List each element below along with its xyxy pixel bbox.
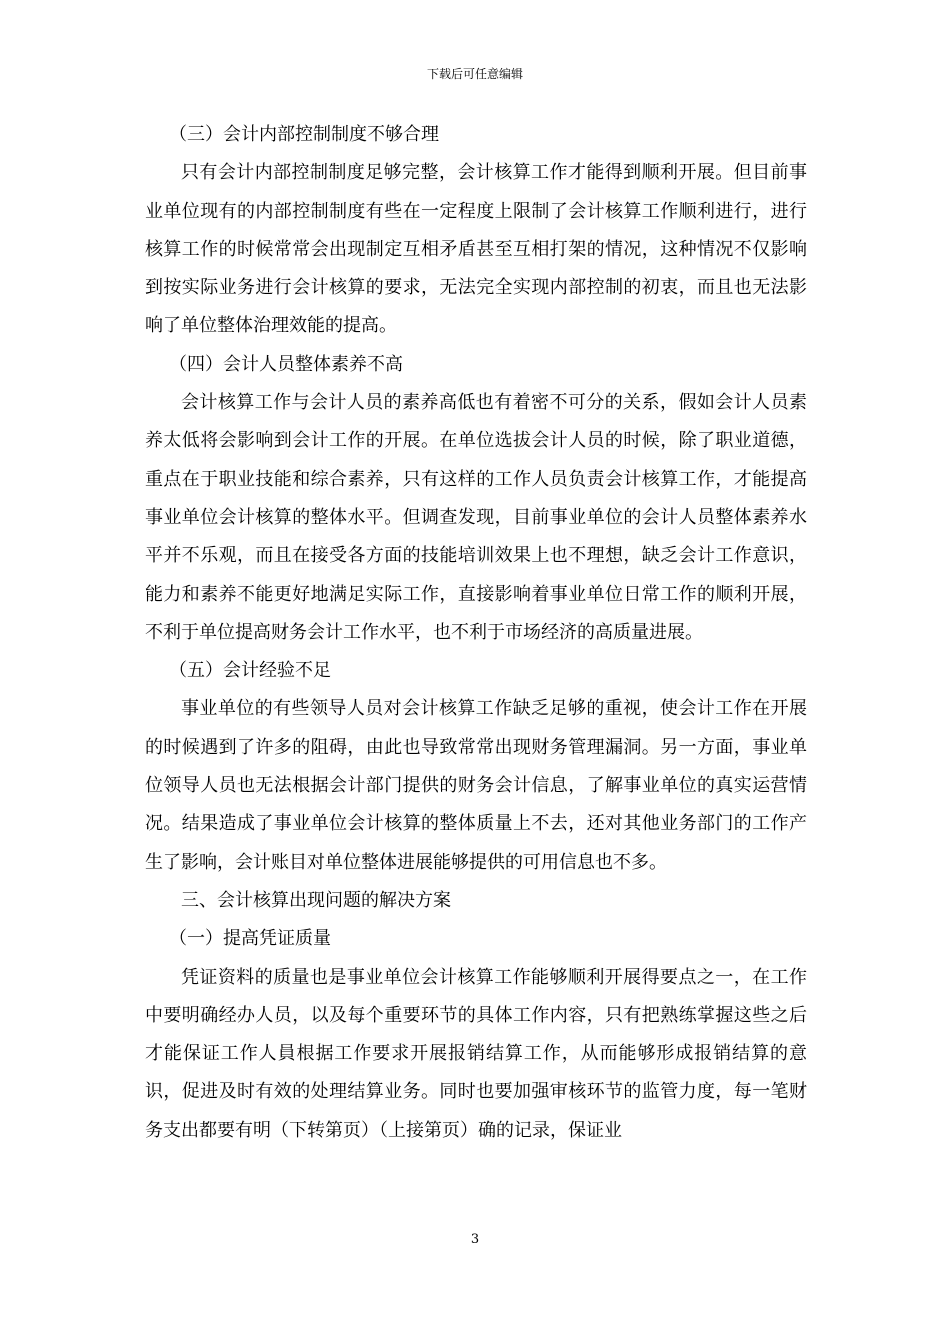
section-subheading: （一）提高凭证质量 — [169, 928, 331, 950]
document-body — [145, 116, 807, 1150]
section-subheading: （四）会计人员整体素养不高 — [169, 353, 403, 375]
page-number: 3 — [470, 1232, 480, 1247]
body-paragraph: 只有会计内部控制制度足够完整，会计核算工作才能得到顺利开展。但目前事业单位现有的内部控制制度有些在一定程度上限制了会计核算工作顺利进行，进行核算工作的时候常常会出现制定互相矛盾甚至互相打架的情况，这种情况不仅影响到按实际业务进行会计核算的要求，无法完全实现内部控制的初衷，而且也无法影响了单位整体治理效能的提高。 — [145, 162, 807, 337]
body-paragraph: 事业单位的有些领导人员对会计核算工作缺乏足够的重视，使会计工作在开展的时候遇到了许多的阻碍，由此也导致常常出现财务管理漏洞。另一方面，事业单位领导人员也无法根据会计部门提供的财务会计信息，了解事业单位的真实运营情况。结果造成了事业单位会计核算的整体质量上不去，还对其他业务部门的工作产生了影响，会计账目对单位整体进展能够提供的可用信息也不多。 — [145, 698, 807, 873]
body-paragraph: 会计核算工作与会计人员的素养高低也有着密不可分的关系，假如会计人员素养太低将会影响到会计工作的开展。在单位选拔会计人员的时候，除了职业道德，重点在于职业技能和综合素养，只有这样的工作人员负责会计核算工作，才能提高事业单位会计核算的整体水平。但调查发现，目前事业单位的会计人员整体素养水平并不乐观，而且在接受各方面的技能培训效果上也不理想，缺乏会计工作意识，能力和素养不能更好地满足实际工作，直接影响着事业单位日常工作的顺利开展，不利于单位提高财务会计工作水平，也不利于市场经济的高质量进展。 — [145, 392, 807, 643]
section-subheading: （三）会计内部控制制度不够合理 — [169, 124, 439, 145]
section-subheading: （五）会计经验不足 — [169, 660, 331, 682]
section-heading: 三、会计核算出现问题的解决方案 — [181, 889, 451, 911]
page-header: 下载后可任意编辑 — [426, 67, 523, 81]
body-paragraph: 凭证资料的质量也是事业单位会计核算工作能够顺利开展得要点之一，在工作中要明确经办人员，以及每个重要环节的具体工作内容，只有把熟练掌握这些之后才能保证工作人員根据工作要求开展报销结算工作，从而能够形成报销结算的意识，促进及时有效的处理结算业务。同时也要加强审核环节的监管力度，每一笔财务支出都要有明（下转第页）（上接第页）确的记录，保证业 — [145, 966, 807, 1141]
